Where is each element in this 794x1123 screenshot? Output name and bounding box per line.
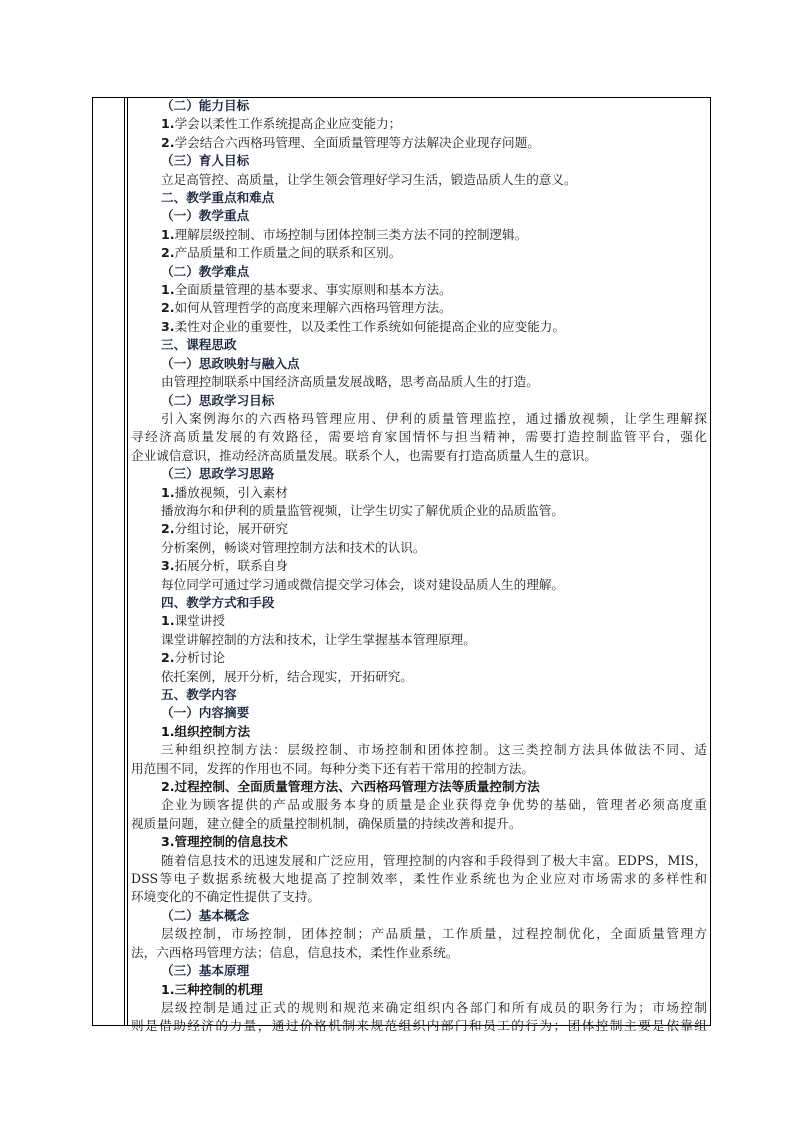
item-number: 1. <box>161 116 175 132</box>
column-divider <box>127 98 128 1025</box>
numbered-item <box>131 649 707 667</box>
paragraph-line: 企业诚信意识，推动经济高质量发展。联系个人，也需要有打造高质量人生的意识。 <box>131 447 597 463</box>
subsection-heading: （二）教学难点 <box>161 263 250 279</box>
item-text: 播放视频，引入素材 <box>174 484 288 500</box>
item-text: 如何从管理哲学的高度来理解六西格玛管理方法。 <box>174 300 452 316</box>
item-number: 2. <box>161 300 175 316</box>
item-text: 全面质量管理的基本要求、事实原则和基本方法。 <box>174 282 452 298</box>
subsection-heading: （二）能力目标 <box>161 98 250 113</box>
paragraph-line: 用范围不同，发挥的作用也不同。每种分类下还有若干常用的控制方法。 <box>131 760 534 776</box>
paragraph-line: 分析案例，畅谈对管理控制方法和技术的认识。 <box>161 539 426 555</box>
paragraph-line: 视质量问题，建立健全的质量控制机制，确保质量的持续改善和提升。 <box>131 815 522 831</box>
numbered-item <box>131 318 707 336</box>
subsection-heading: （三）思政学习思路 <box>161 466 275 482</box>
section-heading: 三、课程思政 <box>161 337 237 353</box>
item-text: 柔性对企业的重要性，以及柔性工作系统如何能提高企业的应变能力。 <box>174 318 565 334</box>
document-body <box>131 97 707 1036</box>
item-number: 1. <box>161 613 175 629</box>
item-text: 学会以柔性工作系统提高企业应变能力； <box>174 116 402 132</box>
numbered-item <box>131 134 707 152</box>
paragraph-line: 由管理控制联系中国经济高质量发展战略，思考高品质人生的打造。 <box>161 374 539 390</box>
topic-heading: 3.管理控制的信息技术 <box>161 834 288 850</box>
item-number: 3. <box>161 318 175 334</box>
item-text: 理解层级控制、市场控制与团体控制三类方法不同的控制逻辑。 <box>174 226 528 242</box>
paragraph-line: 则是借助经济的力量，通过价格机制来规范组织内部门和员工的行为；团体控制主要是依靠组 <box>131 1018 707 1034</box>
numbered-item <box>131 520 707 538</box>
paragraph-line: 三种组织控制方法：层级控制、市场控制和团体控制。这三类控制方法具体做法不同、适 <box>161 742 707 758</box>
numbered-item <box>131 484 707 502</box>
numbered-item <box>131 244 707 262</box>
item-number: 1. <box>161 282 175 298</box>
section-heading: 二、教学重点和难点 <box>161 190 275 206</box>
paragraph-line: 引入案例海尔的六西格玛管理应用、伊利的质量管理监控，通过播放视频，让学生理解探 <box>161 410 707 426</box>
topic-heading: 2.过程控制、全面质量管理方法、六西格玛管理方法等质量控制方法 <box>161 779 540 795</box>
item-text: 分析讨论 <box>174 650 225 666</box>
numbered-item <box>131 281 707 299</box>
paragraph-line: 每位同学可通过学习通或微信提交学习体会，谈对建设品质人生的理解。 <box>161 576 564 592</box>
item-text: 拓展分析，联系自身 <box>174 558 288 574</box>
paragraph-line: 课堂讲解控制的方法和技术，让学生掌握基本管理原理。 <box>161 631 476 647</box>
paragraph-line: 层级控制，市场控制，团体控制；产品质量，工作质量，过程控制优化，全面质量管理方 <box>161 926 707 942</box>
subsection-heading: （一）内容摘要 <box>161 705 250 721</box>
item-number: 2. <box>161 521 175 537</box>
paragraph-line: 法，六西格玛管理方法；信息，信息技术，柔性作业系统。 <box>131 944 459 960</box>
paragraph-line: 寻经济高质量发展的有效路径，需要培育家国情怀与担当精神，需要打造控制监管平台，强化 <box>131 429 707 445</box>
paragraph-line: 随着信息技术的迅速发展和广泛应用，管理控制的内容和手段得到了极大丰富。EDPS，MIS， <box>161 852 707 868</box>
numbered-item <box>131 115 707 133</box>
topic-heading: 1.三种控制的机理 <box>161 981 263 997</box>
paragraph-line: 企业为顾客提供的产品或服务本身的质量是企业获得竞争优势的基础，管理者必须高度重 <box>161 797 707 813</box>
subsection-heading: （一）思政映射与融入点 <box>161 355 300 371</box>
paragraph-line: DSS等电子数据系统极大地提高了控制效率，柔性作业系统也为企业应对市场需求的多样性和 <box>131 871 707 887</box>
paragraph-line: 环境变化的不确定性提供了支持。 <box>131 889 320 905</box>
section-heading: 五、教学内容 <box>161 687 237 702</box>
subsection-heading: （三）育人目标 <box>161 153 250 169</box>
subsection-heading: （三）基本原理 <box>161 963 250 979</box>
item-text: 分组讨论，展开研究 <box>174 521 288 537</box>
topic-heading: 1.组织控制方法 <box>161 723 251 739</box>
item-number: 3. <box>161 558 175 574</box>
section-heading: 四、教学方式和手段 <box>161 594 275 610</box>
item-text: 产品质量和工作质量之间的联系和区别。 <box>174 245 402 261</box>
item-number: 2. <box>161 245 175 261</box>
numbered-item <box>131 557 707 575</box>
item-text: 课堂讲授 <box>174 613 225 629</box>
column-divider <box>124 98 125 1025</box>
paragraph-line: 依托案例，展开分析，结合现实，开拓研究。 <box>161 668 413 684</box>
item-number: 1. <box>161 226 175 242</box>
paragraph-line: 播放海尔和伊利的质量监管视频，让学生切实了解优质企业的品质监管。 <box>161 502 564 518</box>
subsection-heading: （二）基本概念 <box>161 907 250 923</box>
paragraph-line: 立足高管控、高质量，让学生领会管理好学习生活，锻造品质人生的意义。 <box>161 171 577 187</box>
numbered-item <box>131 299 707 317</box>
item-number: 1. <box>161 484 175 500</box>
item-text: 学会结合六西格玛管理、全面质量管理等方法解决企业现存问题。 <box>174 134 540 150</box>
paragraph-line: 层级控制是通过正式的规则和规范来确定组织内各部门和所有成员的职务行为；市场控制 <box>161 999 707 1015</box>
numbered-item <box>131 612 707 630</box>
numbered-item <box>131 226 707 244</box>
subsection-heading: （一）教学重点 <box>161 208 250 224</box>
item-number: 2. <box>161 134 175 150</box>
subsection-heading: （二）思政学习目标 <box>161 392 275 408</box>
item-number: 2. <box>161 650 175 666</box>
